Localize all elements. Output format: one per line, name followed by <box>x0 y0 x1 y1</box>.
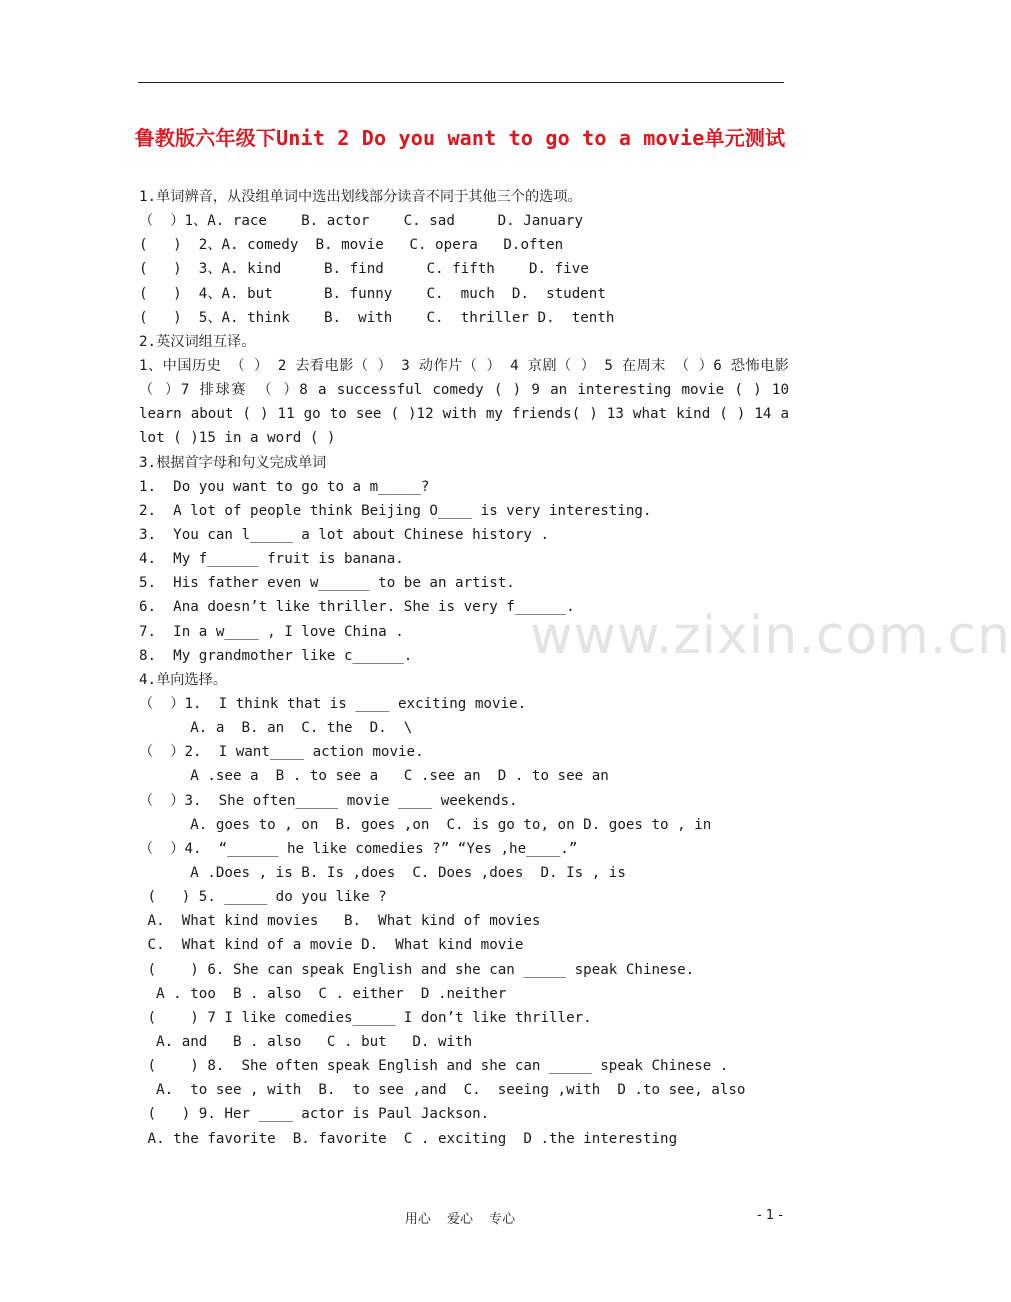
question-line: （ ）1、A. race B. actor C. sad D. January <box>139 213 584 230</box>
document-body <box>139 185 789 1151</box>
question-line: （ ）4. “______ he like comedies ?” “Yes ,he____.” <box>139 840 578 857</box>
question-line: ( ) 5、A. think B. with C. thriller D. tenth <box>139 309 615 326</box>
option-line: A. to see , with B. to see ,and C. seeing ,with D .to see, also <box>139 1082 746 1099</box>
header-rule <box>138 82 784 83</box>
question-line: 5. His father even w______ to be an artist. <box>139 575 515 592</box>
question-line: ( ) 3、A. kind B. find C. fifth D. five <box>139 261 589 278</box>
question-line: （ ）2. I want____ action movie. <box>139 744 424 761</box>
document-title: 鲁教版六年级下Unit 2 Do you want to go to a movie单元测试 <box>134 126 786 150</box>
question-line: ( ) 2、A. comedy B. movie C. opera D.often <box>139 237 564 254</box>
question-line: 1. Do you want to go to a m_____? <box>139 478 430 495</box>
option-line: A. and B . also C . but D. with <box>139 1033 473 1050</box>
translation-paragraph: 1、中国历史 （ ） 2 去看电影（ ） 3 动作片（ ） 4 京剧（ ） 5 在周末 （ ）6 恐怖电影 （ ）7 排球赛 （ ）8 a successful comedy ( ) 9 an interesting movie ( ) 10 learn about ( ) 11 go to see ( )12 with my friends( ) 13 what kind ( ) 14 a lot ( )15 in a word ( ) <box>139 357 789 447</box>
question-line: ( ) 7 I like comedies_____ I don’t like thriller. <box>139 1009 592 1026</box>
option-line: A. goes to , on B. goes ,on C. is go to, on D. goes to , in <box>139 816 712 833</box>
question-line: ( ) 9. Her ____ actor is Paul Jackson. <box>139 1106 490 1123</box>
question-line: （ ）3. She often_____ movie ____ weekends. <box>139 792 518 809</box>
option-line: A .Does , is B. Is ,does C. Does ,does D. Is , is <box>139 865 626 881</box>
footer-motto: 用心 爱心 专心 <box>404 1212 516 1227</box>
option-line: A. a B. an C. the D. \ <box>139 720 413 737</box>
question-line: ( ) 4、A. but B. funny C. much D. student <box>139 285 606 302</box>
question-line: 3. You can l_____ a lot about Chinese history . <box>139 527 549 544</box>
option-line: A .see a B . to see a C .see an D . to see an <box>139 768 609 785</box>
section-heading: 2.英汉词组互译。 <box>139 333 256 350</box>
question-line: 6. Ana doesn’t like thriller. She is very f______. <box>139 599 575 616</box>
section-heading: 3.根据首字母和句义完成单词 <box>139 454 327 471</box>
option-line: A . too B . also C . either D .neither <box>139 985 507 1002</box>
section-heading: 4.单向选择。 <box>139 671 228 688</box>
section-heading: 1.单词辨音，从没组单词中选出划线部分读音不同于其他三个的选项。 <box>139 189 582 205</box>
question-line: 7. In a w____ , I love China . <box>139 623 404 640</box>
question-line: ( ) 8. She often speak English and she can _____ speak Chinese . <box>139 1058 729 1075</box>
question-line: ( ) 5. _____ do you like ? <box>139 889 387 906</box>
question-line: 4. My f______ fruit is banana. <box>139 551 404 568</box>
question-line: （ ）1. I think that is ____ exciting movie. <box>139 696 527 713</box>
watermark: www.zixin.com.cn <box>530 606 1011 666</box>
question-line: 8. My grandmother like c______. <box>139 647 413 664</box>
option-line: A. What kind movies B. What kind of movies <box>139 913 541 930</box>
question-line: ( ) 6. She can speak English and she can _____ speak Chinese. <box>139 961 695 978</box>
option-line: A. the favorite B. favorite C . exciting D .the interesting <box>139 1130 678 1147</box>
option-line: C. What kind of a movie D. What kind movie <box>139 937 524 954</box>
question-line: 2. A lot of people think Beijing O____ is very interesting. <box>139 502 652 519</box>
page-number: - 1 - <box>757 1208 783 1223</box>
